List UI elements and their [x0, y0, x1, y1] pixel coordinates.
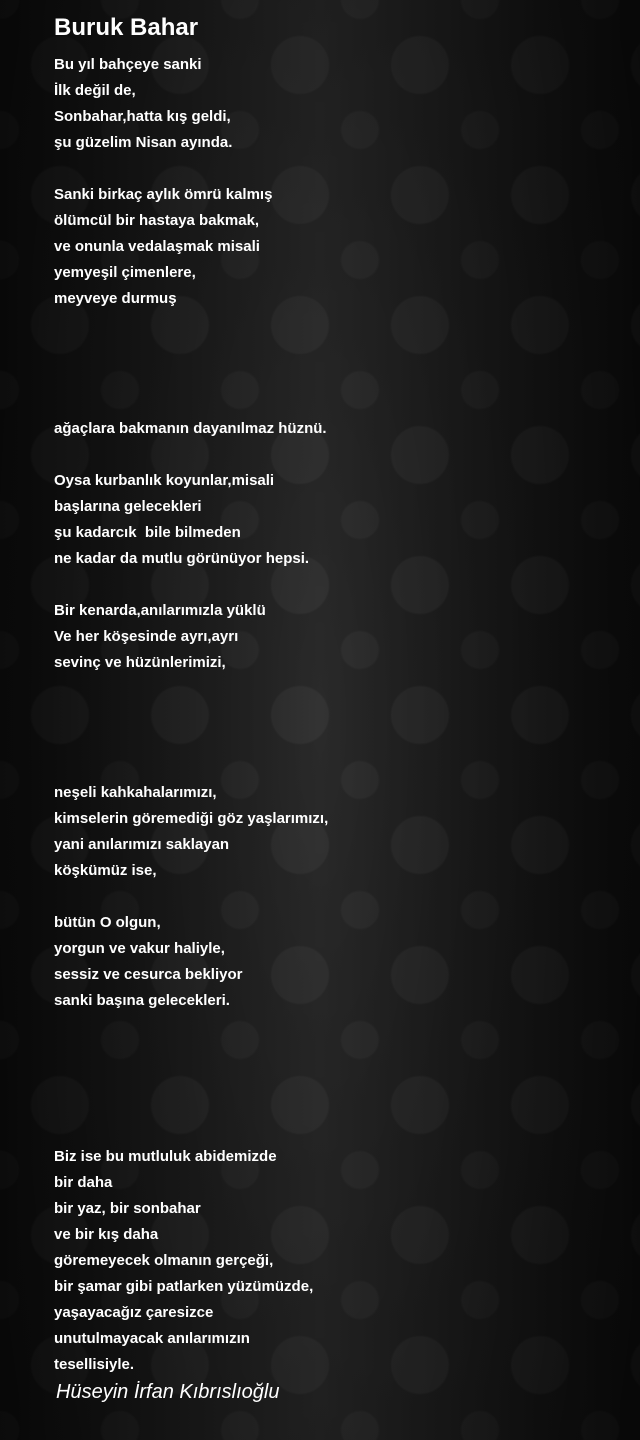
stanza-gap [54, 1040, 614, 1066]
poem-line: ne kadar da mutlu görünüyor hepsi. [54, 550, 310, 567]
poem-line: bir şamar gibi patlarken yüzümüzde, [54, 1278, 314, 1295]
poem-line: sanki başına gelecekleri. [54, 992, 230, 1009]
poem-line: ölümcül bir hastaya bakmak, [54, 212, 260, 229]
poem-line: sessiz ve cesurca bekliyor [54, 966, 243, 983]
stanza-gap [54, 156, 614, 182]
poem-line: unutulmayacak anılarımızın [54, 1330, 250, 1347]
poem-line: yaşayacağız çaresizce [54, 1304, 214, 1321]
poem-line: Bir kenarda,anılarımızla yüklü [54, 602, 266, 619]
poem-line: Sanki birkaç aylık ömrü kalmış [54, 186, 273, 203]
stanza-gap [54, 572, 614, 598]
stanza-gap [54, 702, 614, 728]
poem-line: sevinç ve hüzünlerimizi, [54, 654, 226, 671]
poem-line: neşeli kahkahalarımızı, [54, 784, 217, 801]
poem-line: yemyeşil çimenlere, [54, 264, 196, 281]
poem-line: ağaçlara bakmanın dayanılmaz hüznü. [54, 420, 327, 437]
poem-line: başlarına gelecekleri [54, 498, 202, 515]
poem-line: bir yaz, bir sonbahar [54, 1200, 201, 1217]
poem-title: Buruk Bahar [54, 14, 199, 41]
poem-line: göremeyecek olmanın gerçeği, [54, 1252, 274, 1269]
stanza-gap [54, 754, 614, 780]
poem-line: şu güzelim Nisan ayında. [54, 134, 233, 151]
poem-line: ve bir kış daha [54, 1226, 159, 1243]
poem-line: şu kadarcık bile bilmeden [54, 524, 241, 541]
stanza-gap [54, 676, 614, 702]
poem-line: bir daha [54, 1174, 113, 1191]
stanza-gap [54, 1092, 614, 1118]
stanza-gap [54, 1014, 614, 1040]
poem-line: bütün O olgun, [54, 914, 161, 931]
poem-line: yorgun ve vakur haliyle, [54, 940, 225, 957]
poem-line: Ve her köşesinde ayrı,ayrı [54, 628, 239, 645]
stanza-gap [54, 442, 614, 468]
poem-line: kimselerin göremediği göz yaşlarımızı, [54, 810, 329, 827]
stanza-gap [54, 728, 614, 754]
stanza-gap [54, 1118, 614, 1144]
poem-line: Biz ise bu mutluluk abidemizde [54, 1148, 277, 1165]
poem-line: Oysa kurbanlık koyunlar,misali [54, 472, 275, 489]
poem-line: köşkümüz ise, [54, 862, 157, 879]
poem-author: Hüseyin İrfan Kıbrıslıoğlu [56, 1381, 280, 1403]
stanza-gap [54, 338, 614, 364]
stanza-gap [54, 364, 614, 390]
poem-line: meyveye durmuş [54, 290, 177, 307]
stanza-gap [54, 312, 614, 338]
poem-line: ve onunla vedalaşmak misali [54, 238, 260, 255]
poem-line: İlk değil de, [54, 82, 136, 99]
stanza-gap [54, 390, 614, 416]
poem-line: yani anılarımızı saklayan [54, 836, 230, 853]
poem-line: Bu yıl bahçeye sanki [54, 56, 202, 73]
stanza-gap [54, 1066, 614, 1092]
poem-line: tesellisiyle. [54, 1356, 135, 1373]
poem-body [54, 52, 614, 1378]
poem-line: Sonbahar,hatta kış geldi, [54, 108, 231, 125]
stanza-gap [54, 884, 614, 910]
